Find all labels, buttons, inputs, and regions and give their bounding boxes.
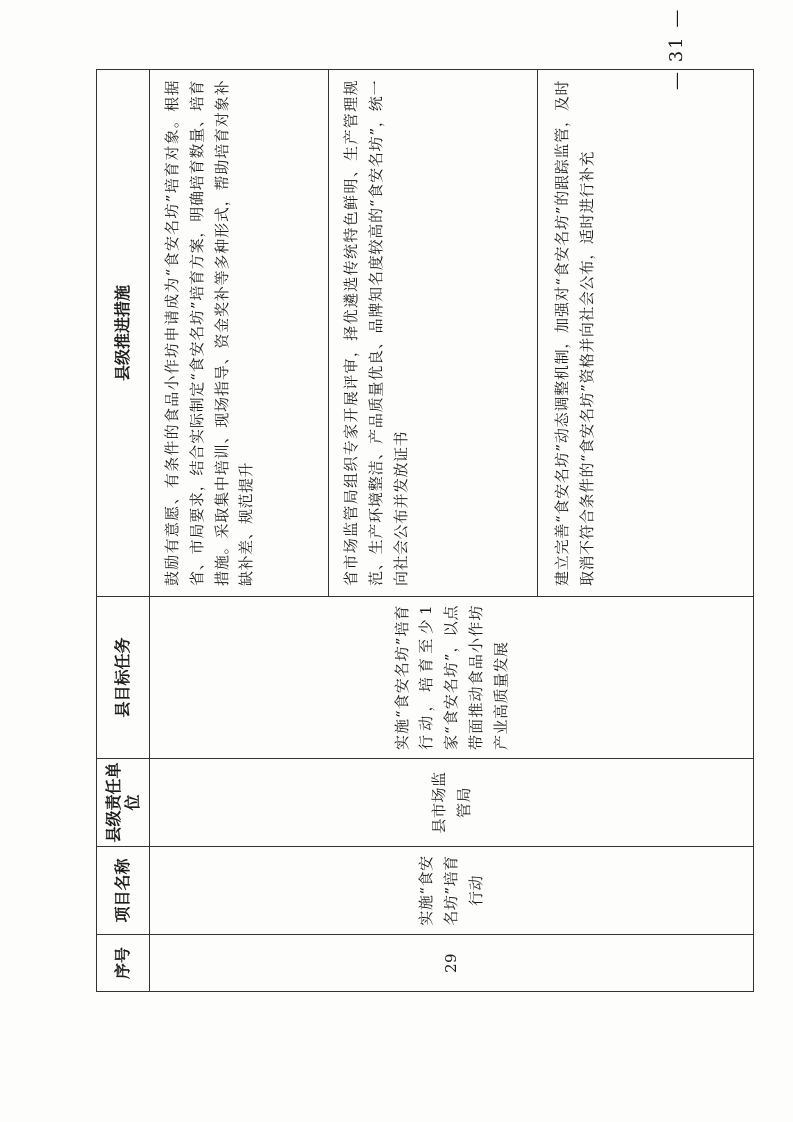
cell-measure-1: 鼓励有意愿、有条件的食品小作坊申请成为“食安名坊”培育对象。根据省、市局要求，结合实际制定“食安名坊”培育方案，明确培育数量、培育措施。采取集中培训、现场指导、资金奖补等多种形式，帮助培育对象补缺补差、规范提升 [150, 70, 329, 597]
header-target: 县目标任务 [97, 597, 150, 759]
table-row [150, 70, 329, 992]
header-row [97, 70, 150, 992]
cell-measure-3: 建立完善“食安名坊”动态调整机制，加强对“食安名坊”的跟踪监管，及时取消不符合条件的“食安名坊”资格并向社会公布，适时进行补充 [538, 70, 754, 597]
cell-measure-2: 省市场监管局组织专家开展评审，择优遴选传统特色鲜明、生产管理规范、生产环境整洁、产品质量优良、品牌知名度较高的“食安名坊”，统一向社会公布并发放证书 [329, 70, 538, 597]
cell-seq: 29 [150, 935, 754, 992]
measures-table [96, 69, 754, 992]
header-measures: 县级推进措施 [97, 70, 150, 597]
header-seq: 序号 [97, 935, 150, 992]
header-unit: 县级责任单位 [97, 759, 150, 847]
cell-target: 实施“食安名坊”培育行动，培育至少1家“食安名坊”，以点带面推动食品小作坊产业高质量发展 [150, 597, 754, 759]
cell-project: 实施“食安名坊”培育行动 [150, 847, 754, 935]
cell-unit: 县市场监管局 [150, 759, 754, 847]
header-project: 项目名称 [97, 847, 150, 935]
page-number: — 31 — [666, 7, 687, 90]
